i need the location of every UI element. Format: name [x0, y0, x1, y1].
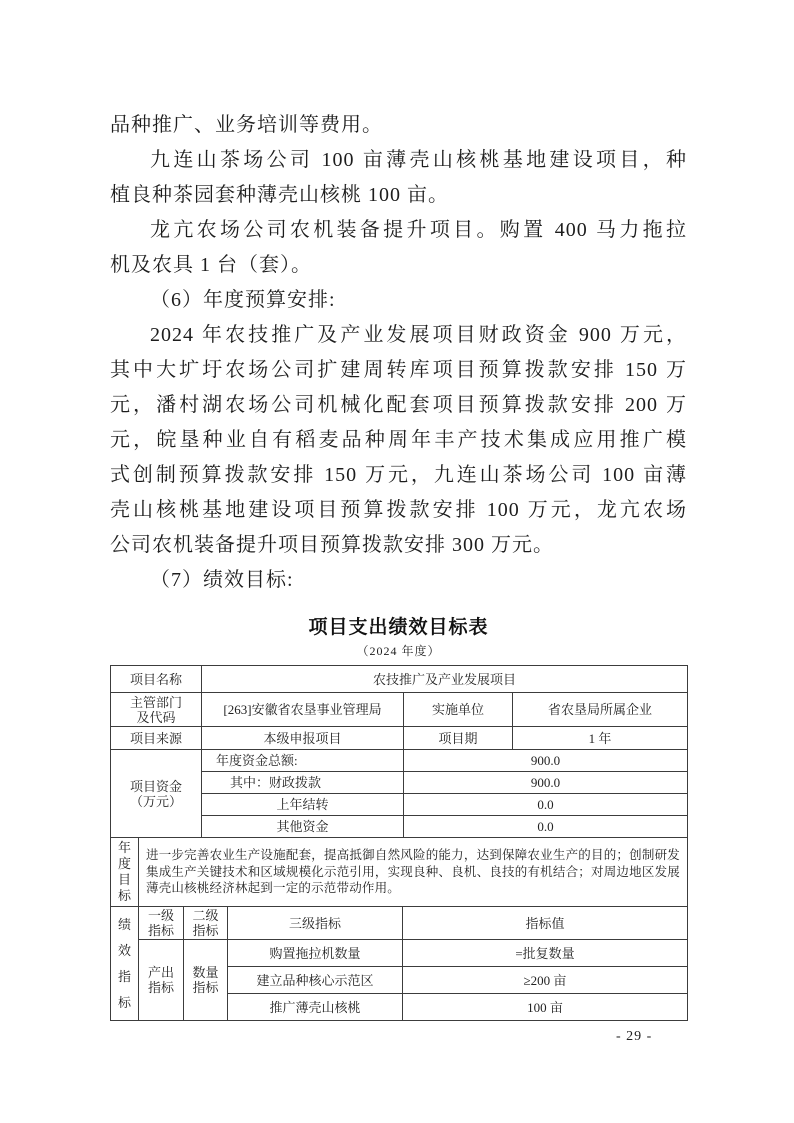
funds-label-line1: 项目资金: [129, 778, 182, 794]
funds-label: [111, 750, 202, 838]
table-row: [111, 693, 688, 727]
header-level1-line2: 指标: [147, 923, 174, 938]
dept-value: [263]安徽省农垦事业管理局: [202, 693, 404, 727]
funds-total-value: 900.0: [404, 750, 688, 772]
indicator-value: 100 亩: [403, 994, 688, 1021]
project-name-label: 项目名称: [111, 666, 202, 693]
project-basic-info-table: [110, 665, 688, 838]
body-line-heading-6: （6）年度预算安排:: [150, 289, 336, 311]
group-quantity-line2: 指标: [192, 980, 219, 995]
table-row: [111, 750, 688, 772]
period-value: 1 年: [513, 727, 688, 750]
body-line: 品种推广、业务培训等费用。: [110, 114, 383, 136]
group-output-line1: 产出: [147, 965, 174, 980]
annual-goal-table: [110, 837, 688, 907]
body-line-heading-7: （7）绩效目标:: [150, 569, 294, 591]
indicator-name: 推广薄壳山核桃: [228, 994, 403, 1021]
funds-other-label: 其他资金: [202, 816, 404, 838]
funds-carryover-value: 0.0: [404, 794, 688, 816]
page-content: [110, 108, 687, 1021]
performance-indicator-table: [110, 906, 688, 1021]
body-line: 元，潘村湖农场公司机械化配套项目预算拨款安排 200 万: [110, 394, 687, 416]
header-level1: [139, 907, 184, 940]
page-number: - 29 -: [616, 1029, 653, 1044]
body-line: 元，皖垦种业自有稻麦品种周年丰产技术集成应用推广模: [110, 429, 687, 451]
table-row: [111, 907, 688, 940]
table-row: [111, 666, 688, 693]
table-subtitle: （2024 年度）: [356, 644, 441, 658]
body-line: 植良种茶园套种薄壳山核桃 100 亩。: [110, 184, 449, 206]
funds-total-label: 年度资金总额:: [202, 750, 404, 772]
funds-carryover-label: 上年结转: [202, 794, 404, 816]
impl-unit-label: 实施单位: [404, 693, 513, 727]
body-line: 壳山核桃基地建设项目预算拨款安排 100 万元，龙亢农场: [110, 499, 687, 521]
project-name-value: 农技推广及产业发展项目: [202, 666, 688, 693]
header-value: 指标值: [403, 907, 688, 940]
header-level2-line2: 指标: [192, 923, 219, 938]
group-quantity-line1: 数量: [192, 965, 219, 980]
period-label: 项目期: [404, 727, 513, 750]
impl-unit-value: 省农垦局所属企业: [513, 693, 688, 727]
dept-label: [111, 693, 202, 727]
annual-goal-text: 进一步完善农业生产设施配套，提高抵御自然风险的能力，达到保障农业生产的目的；创制研发集成生产关键技术和区域规模化示范引用，实现良种、良机、良技的有机结合；对周边地区发展薄壳山核桃经济林起到一定的示范带动作用。: [139, 838, 688, 907]
header-level2: [184, 907, 228, 940]
source-label: 项目来源: [111, 727, 202, 750]
indicator-value: ≥200 亩: [403, 967, 688, 994]
indicator-value: =批复数量: [403, 940, 688, 967]
funds-fiscal-value: 900.0: [404, 772, 688, 794]
body-line: 龙亢农场公司农机装备提升项目。购置 400 马力拖拉: [150, 219, 687, 241]
group-output-line2: 指标: [147, 980, 174, 995]
funds-other-value: 0.0: [404, 816, 688, 838]
header-level1-line1: 一级: [147, 908, 174, 923]
source-value: 本级申报项目: [202, 727, 404, 750]
body-line: 其中大圹圩农场公司扩建周转库项目预算拨款安排 150 万: [110, 359, 687, 381]
table-row: [111, 940, 688, 967]
table-title: 项目支出绩效目标表: [308, 617, 489, 638]
header-level3: 三级指标: [228, 907, 403, 940]
body-line: 公司农机装备提升项目预算拨款安排 300 万元。: [110, 534, 554, 556]
body-line: 机及农具 1 台（套）。: [110, 254, 312, 276]
group-quantity-indicator: [184, 940, 228, 1021]
dept-label-line1: 主管部门: [129, 694, 182, 710]
group-output-indicator: [139, 940, 184, 1021]
funds-label-line2: （万元）: [129, 793, 182, 809]
funds-fiscal-label: 其中：财政拨款: [202, 772, 404, 794]
table-row: [111, 838, 688, 907]
dept-label-line2: 及代码: [136, 709, 176, 725]
annual-goal-label: 年度目标: [111, 838, 139, 907]
header-level2-line1: 二级: [192, 908, 219, 923]
body-line: 2024 年农技推广及产业发展项目财政资金 900 万元，: [150, 324, 687, 346]
body-line: 九连山茶场公司 100 亩薄壳山核桃基地建设项目，种: [150, 149, 687, 171]
body-line: 式创制预算拨款安排 150 万元，九连山茶场公司 100 亩薄: [110, 464, 687, 486]
indicator-name: 建立品种核心示范区: [228, 967, 403, 994]
performance-label: 绩效指标: [111, 907, 139, 1021]
indicator-name: 购置拖拉机数量: [228, 940, 403, 967]
table-row: [111, 727, 688, 750]
